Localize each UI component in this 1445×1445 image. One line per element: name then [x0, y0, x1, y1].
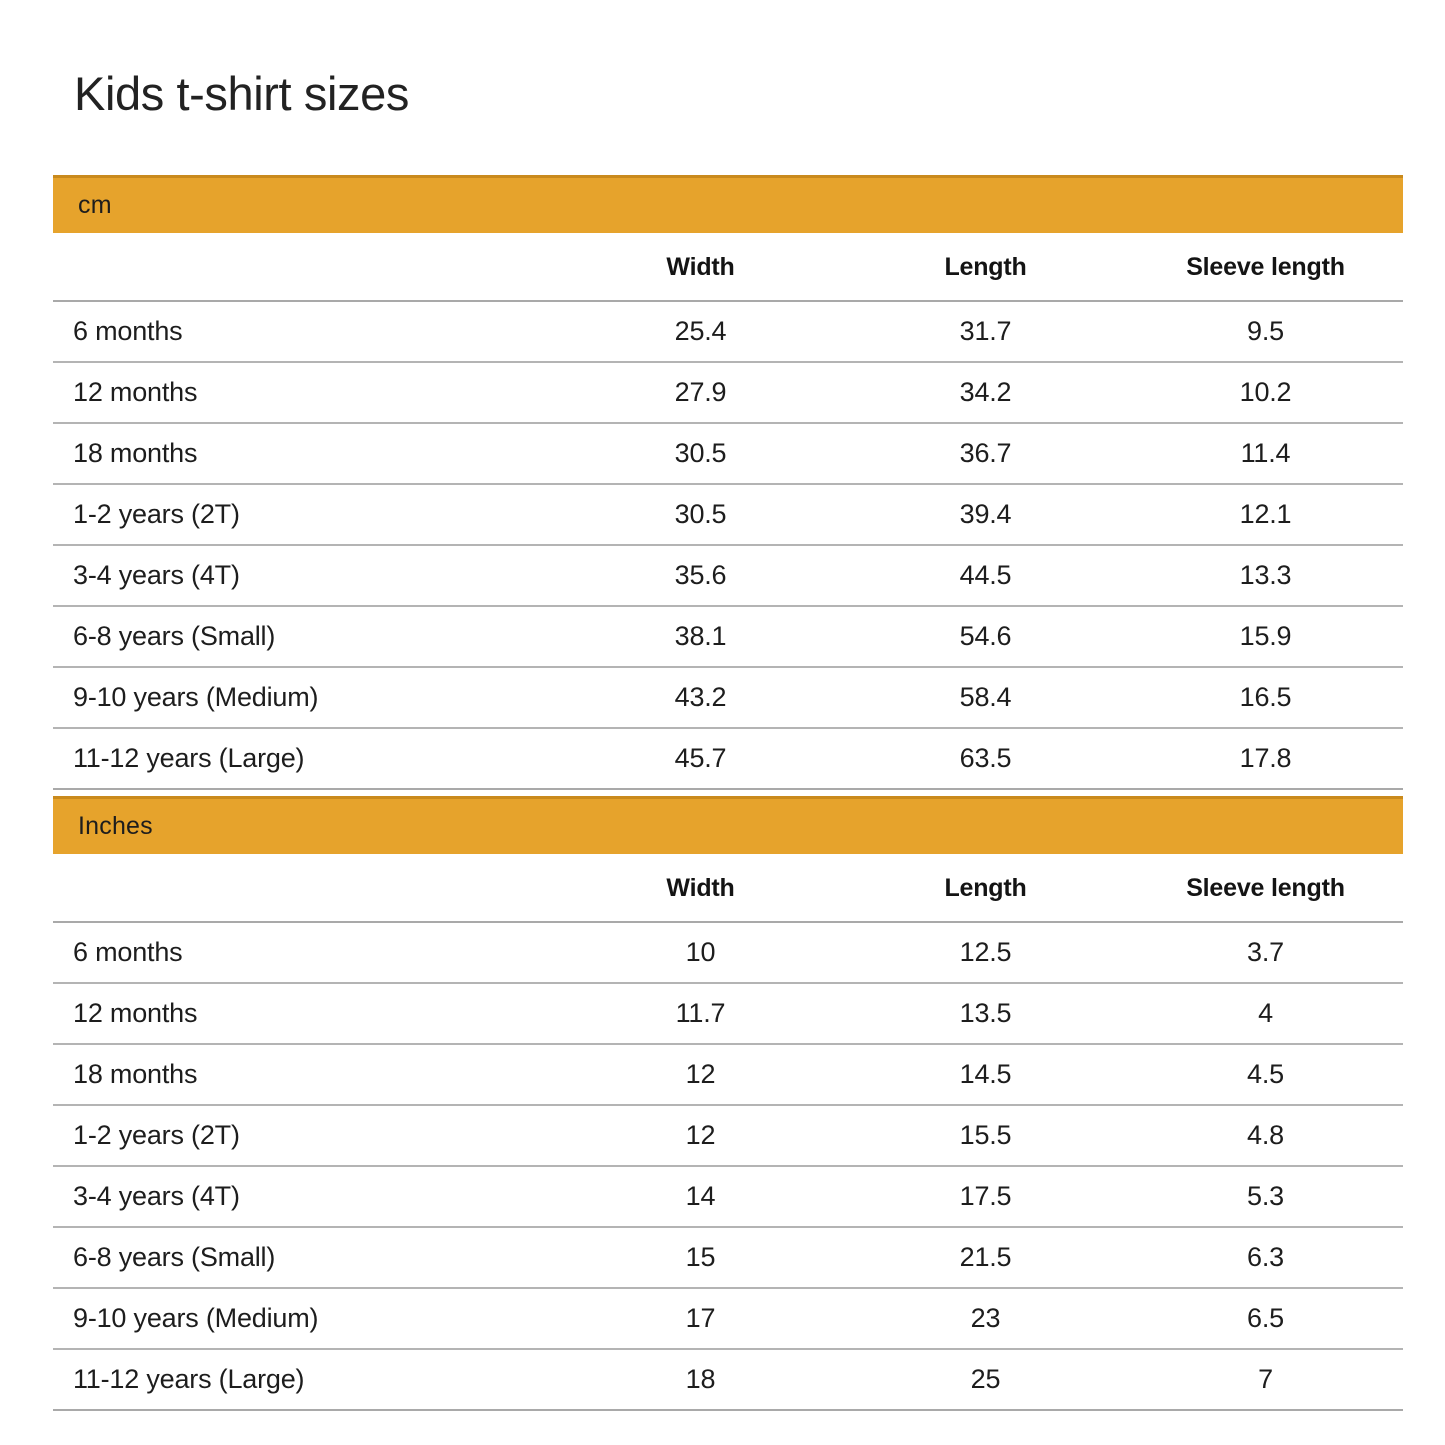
- cell-width: 45.7: [558, 728, 843, 789]
- unit-header-bar-cm: [53, 175, 1403, 233]
- column-header-width: Width: [558, 233, 843, 301]
- table-row: [53, 423, 1403, 484]
- cell-sleeve: 10.2: [1128, 362, 1403, 423]
- cell-width: 17: [558, 1288, 843, 1349]
- cell-size: 11-12 years (Large): [53, 728, 558, 789]
- cell-width: 11.7: [558, 983, 843, 1044]
- table-row: [53, 922, 1403, 983]
- table-row: [53, 362, 1403, 423]
- cell-width: 10: [558, 922, 843, 983]
- table-header-row: [53, 854, 1403, 922]
- column-header-size: [53, 233, 558, 301]
- cell-width: 18: [558, 1349, 843, 1410]
- cell-sleeve: 16.5: [1128, 667, 1403, 728]
- table-row: [53, 1166, 1403, 1227]
- cell-length: 17.5: [843, 1166, 1128, 1227]
- cell-sleeve: 17.8: [1128, 728, 1403, 789]
- table-row: [53, 728, 1403, 789]
- size-table-inches: [53, 796, 1403, 1411]
- table-row: [53, 1288, 1403, 1349]
- cell-width: 12: [558, 1044, 843, 1105]
- cell-size: 11-12 years (Large): [53, 1349, 558, 1410]
- cell-sleeve: 6.5: [1128, 1288, 1403, 1349]
- cell-width: 35.6: [558, 545, 843, 606]
- column-header-width: Width: [558, 854, 843, 922]
- cell-width: 25.4: [558, 301, 843, 362]
- cell-size: 3-4 years (4T): [53, 545, 558, 606]
- cell-sleeve: 12.1: [1128, 484, 1403, 545]
- cell-width: 15: [558, 1227, 843, 1288]
- size-table-cm: [53, 175, 1403, 790]
- cell-width: 30.5: [558, 484, 843, 545]
- cell-length: 44.5: [843, 545, 1128, 606]
- cell-length: 39.4: [843, 484, 1128, 545]
- table-row: [53, 1227, 1403, 1288]
- table-row: [53, 484, 1403, 545]
- cell-size: 9-10 years (Medium): [53, 1288, 558, 1349]
- cell-length: 36.7: [843, 423, 1128, 484]
- table-row: [53, 1105, 1403, 1166]
- column-header-sleeve-length: Sleeve length: [1128, 233, 1403, 301]
- cell-length: 34.2: [843, 362, 1128, 423]
- cell-length: 15.5: [843, 1105, 1128, 1166]
- table-row: [53, 606, 1403, 667]
- column-header-length: Length: [843, 233, 1128, 301]
- cell-width: 12: [558, 1105, 843, 1166]
- table-header-row: [53, 233, 1403, 301]
- cell-size: 1-2 years (2T): [53, 1105, 558, 1166]
- cell-sleeve: 5.3: [1128, 1166, 1403, 1227]
- column-header-sleeve-length: Sleeve length: [1128, 854, 1403, 922]
- cell-sleeve: 7: [1128, 1349, 1403, 1410]
- cell-width: 30.5: [558, 423, 843, 484]
- cell-length: 25: [843, 1349, 1128, 1410]
- table-row: [53, 545, 1403, 606]
- cell-width: 38.1: [558, 606, 843, 667]
- table-row: [53, 1349, 1403, 1410]
- cell-length: 12.5: [843, 922, 1128, 983]
- cell-width: 14: [558, 1166, 843, 1227]
- cell-sleeve: 9.5: [1128, 301, 1403, 362]
- cell-length: 23: [843, 1288, 1128, 1349]
- cell-sleeve: 11.4: [1128, 423, 1403, 484]
- cell-length: 13.5: [843, 983, 1128, 1044]
- page-title: Kids t-shirt sizes: [74, 67, 409, 120]
- column-header-size: [53, 854, 558, 922]
- cell-sleeve: 3.7: [1128, 922, 1403, 983]
- cell-sleeve: 4: [1128, 983, 1403, 1044]
- cell-length: 31.7: [843, 301, 1128, 362]
- cell-width: 27.9: [558, 362, 843, 423]
- unit-label-inches: Inches: [78, 812, 153, 840]
- cell-length: 14.5: [843, 1044, 1128, 1105]
- table-row: [53, 983, 1403, 1044]
- measurements-table-cm: [53, 233, 1403, 790]
- cell-size: 9-10 years (Medium): [53, 667, 558, 728]
- column-header-length: Length: [843, 854, 1128, 922]
- cell-sleeve: 15.9: [1128, 606, 1403, 667]
- cell-size: 6 months: [53, 301, 558, 362]
- cell-size: 12 months: [53, 983, 558, 1044]
- cell-size: 6 months: [53, 922, 558, 983]
- cell-width: 43.2: [558, 667, 843, 728]
- cell-size: 3-4 years (4T): [53, 1166, 558, 1227]
- cell-size: 18 months: [53, 423, 558, 484]
- cell-length: 58.4: [843, 667, 1128, 728]
- cell-size: 1-2 years (2T): [53, 484, 558, 545]
- cell-size: 12 months: [53, 362, 558, 423]
- cell-sleeve: 4.8: [1128, 1105, 1403, 1166]
- cell-size: 6-8 years (Small): [53, 606, 558, 667]
- cell-sleeve: 4.5: [1128, 1044, 1403, 1105]
- unit-header-bar-inches: [53, 796, 1403, 854]
- unit-label-cm: cm: [78, 191, 112, 219]
- table-row: [53, 667, 1403, 728]
- cell-size: 18 months: [53, 1044, 558, 1105]
- measurements-table-inches: [53, 854, 1403, 1411]
- cell-sleeve: 6.3: [1128, 1227, 1403, 1288]
- cell-length: 63.5: [843, 728, 1128, 789]
- table-row: [53, 301, 1403, 362]
- cell-sleeve: 13.3: [1128, 545, 1403, 606]
- table-row: [53, 1044, 1403, 1105]
- cell-length: 21.5: [843, 1227, 1128, 1288]
- cell-size: 6-8 years (Small): [53, 1227, 558, 1288]
- cell-length: 54.6: [843, 606, 1128, 667]
